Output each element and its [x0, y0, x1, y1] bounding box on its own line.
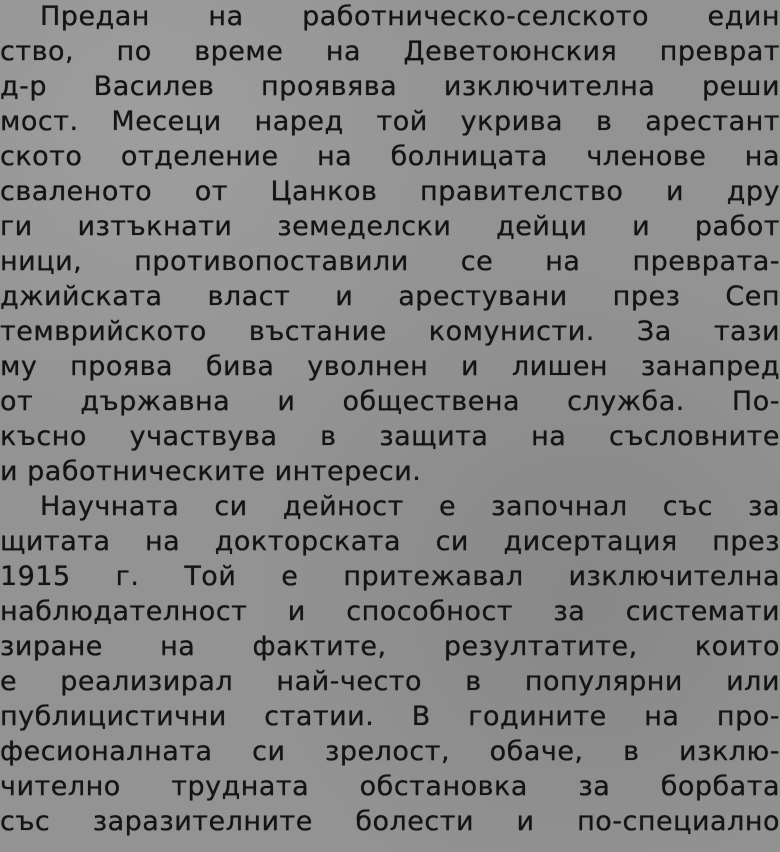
text-line: и работническите интереси. — [0, 456, 422, 487]
text-line: Предан на работническо-селското един — [40, 1, 780, 32]
text-line: зиране на фактите, резултатите, които — [0, 631, 780, 662]
text-line: ство, по време на Деветоюнския преврат — [0, 36, 780, 67]
text-line: фесионалната си зрелост, обаче, в изклю- — [0, 736, 780, 767]
text-line: наблюдателност и способност за системати — [0, 596, 780, 627]
text-line: със заразителните болести и по-специално — [0, 806, 780, 837]
text-line: ското отделение на болницата членове на — [0, 141, 780, 172]
text-line: ги изтъкнати земеделски дейци и работ — [0, 211, 780, 242]
text-line: публицистични статии. В годините на про- — [0, 701, 780, 732]
text-line: е реализирал най-често в популярни или — [0, 666, 780, 697]
text-line: му проява бива уволнен и лишен занапред — [0, 351, 780, 382]
text-line: мост. Месеци наред той укрива в арестант — [0, 106, 780, 137]
text-line: 1915 г. Той е притежавал изключителна — [0, 561, 780, 592]
text-line: щитата на докторската си дисертация през — [0, 526, 780, 557]
text-line: темврийското въстание комунисти. За тази — [0, 316, 780, 347]
text-line: късно участвува в защита на съсловните — [0, 421, 780, 452]
text-line: чително трудната обстановка за борбата — [0, 771, 780, 802]
text-line: от държавна и обществена служба. По- — [0, 386, 780, 417]
text-line: Научната си дейност е започнал със за — [40, 491, 780, 522]
text-line: ници, противопоставили се на преврата- — [0, 246, 780, 277]
text-line: джийската власт и арестувани през Сеп — [0, 281, 780, 312]
text-line: сваленото от Цанков правителство и дру — [0, 176, 780, 207]
text-line: д-р Василев проявява изключителна реши — [0, 71, 780, 102]
